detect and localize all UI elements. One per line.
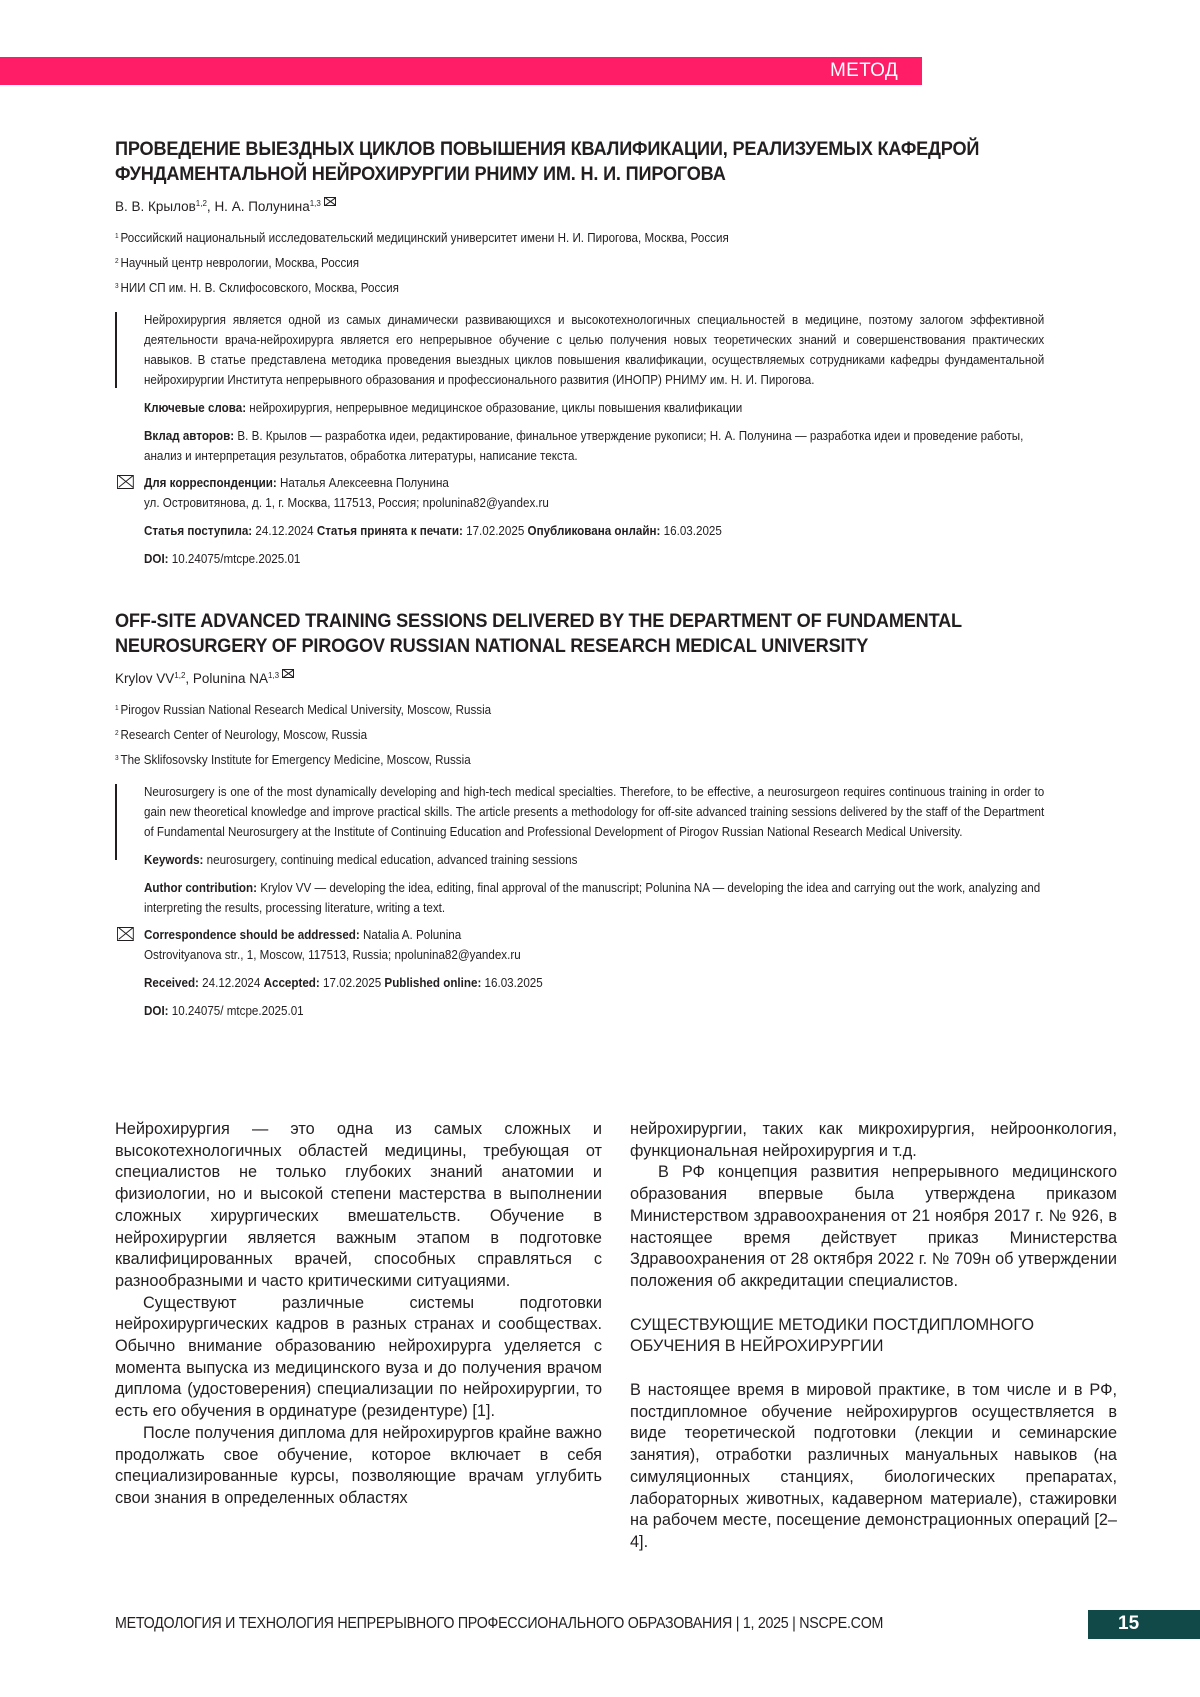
en-abstract-block xyxy=(115,782,1115,1021)
ru-keywords xyxy=(144,398,1044,418)
page-number: 15 xyxy=(1118,1613,1140,1634)
author-sup: 1,2 xyxy=(195,199,207,208)
doi-link[interactable]: 10.24075/mtcpe.2025.01 xyxy=(168,552,301,566)
en-article-header xyxy=(115,609,1115,1021)
author-name: Polunina NA xyxy=(192,671,268,686)
abstract-rule xyxy=(115,312,117,388)
published-date: 16.03.2025 xyxy=(660,524,722,538)
affiliation-text: Pirogov Russian National Research Medical University, Moscow, Russia xyxy=(120,703,492,717)
affiliation xyxy=(115,747,1045,772)
ru-correspondence xyxy=(144,473,1044,513)
envelope-icon xyxy=(117,475,134,489)
affiliation xyxy=(115,250,1045,275)
corr-name: Наталья Алексеевна Полунина xyxy=(276,476,449,490)
en-authors: Krylov VV$^{1,2}$, Polunina NA$^{1,3}$ xyxy=(115,666,1115,689)
ru-article-header xyxy=(115,137,1115,569)
en-affiliations xyxy=(115,697,1115,772)
section-band xyxy=(0,57,922,85)
contrib-label: Author contribution: xyxy=(144,881,257,895)
affiliation-number: 1 xyxy=(115,705,119,712)
body-paragraph: Существуют различные системы подготовки нейрохирургических кадров в разных странах и сообществах. Обычно внимание образованию нейрохирурга уделяется с момента выпуска из медицинского вуза и до получения врачом диплома (удостоверения) специализации по нейрохирургии, то есть его обучения в ординатуре (резидентуре) [1]. xyxy=(115,1293,602,1421)
contrib-text: Krylov VV — developing the idea, editing, final approval of the manuscript; Polunina NA — developing the idea and carrying out the work, analyzing and interpreting the results, processing literature, writing a text. xyxy=(144,881,1041,915)
affiliation-number: 3 xyxy=(115,755,119,762)
affiliation-number: 2 xyxy=(115,258,119,265)
author-name: Krylov VV xyxy=(115,671,175,686)
body-paragraph: В настоящее время в мировой практике, в том числе и в РФ, постдипломное обучение нейрохирургов осуществляется в виде теоретической подготовки (лекции и семинарские занятия), отработки различных мануальных навыков (на симуляционных станциях, биологических препаратах, лабораторных животных, кадаверном материале), стажировки на рабочем месте, посещение демонстрационных операций [2–4]. xyxy=(630,1381,1117,1551)
ru-dates xyxy=(144,521,1044,541)
body-column-right xyxy=(630,1119,1117,1554)
en-abstract: Neurosurgery is one of the most dynamically developing and high-tech medical specialties. Therefore, to be effective, a neurosurgeon requires continuous training in order to gain new theoretical knowledge and improve practical skills. The article presents a methodology for off-site advanced training sessions delivered by the staff of the Department of Fundamental Neurosurgery at the Institute of Continuing Education and Professional Development of Pirogov Russian National Research Medical University. xyxy=(144,785,1045,839)
ru-title xyxy=(115,137,1119,187)
doi-link[interactable]: 10.24075/ mtcpe.2025.01 xyxy=(168,1004,304,1018)
body-paragraph: нейрохирургии, таких как микрохирургия, нейроонкология, функциональная нейрохирургия и т.д. xyxy=(630,1120,1117,1160)
contrib-text: В. В. Крылов — разработка идеи, редактирование, финальное утверждение рукописи; Н. А. Полунина — разработка идеи и проведение работы, анализ и интерпретация результатов, обработка литературы, написание текста. xyxy=(144,429,1024,463)
affiliation-number: 1 xyxy=(115,233,119,240)
section-heading: СУЩЕСТВУЮЩИЕ МЕТОДИКИ ПОСТДИПЛОМНОГО ОБУЧЕНИЯ В НЕЙРОХИРУРГИИ xyxy=(630,1315,1034,1356)
affiliation xyxy=(115,275,1045,300)
affiliation-text: НИИ СП им. Н. В. Склифосовского, Москва, Россия xyxy=(120,281,399,295)
received-date: 24.12.2024 xyxy=(198,976,264,990)
en-title-line2: NEUROSURGERY OF PIROGOV RUSSIAN NATIONAL RESEARCH MEDICAL UNIVERSITY xyxy=(115,635,869,657)
corr-label: Для корреспонденции: xyxy=(144,476,277,490)
en-dates xyxy=(144,973,1044,993)
keywords-text: нейрохирургия, непрерывное медицинское образование, циклы повышения квалификации xyxy=(246,401,743,415)
published-label: Published online: xyxy=(384,976,482,990)
received-label: Received: xyxy=(144,976,199,990)
en-keywords xyxy=(144,850,1044,870)
abstract-rule xyxy=(115,784,117,860)
keywords-text: neurosurgery, continuing medical education, advanced training sessions xyxy=(203,853,578,867)
affiliation xyxy=(115,697,1045,722)
affiliation xyxy=(115,225,1045,250)
keywords-label: Ключевые слова: xyxy=(144,401,247,415)
en-title xyxy=(115,609,1119,659)
affiliation-text: The Sklifosovsky Institute for Emergency Medicine, Moscow, Russia xyxy=(120,753,471,767)
ru-authors: В. В. Крылов$^{1,2}$, Н. А. Полунина$^{1,3}$ xyxy=(115,194,1115,217)
ru-title-line1: ПРОВЕДЕНИЕ ВЫЕЗДНЫХ ЦИКЛОВ ПОВЫШЕНИЯ КВАЛИФИКАЦИИ, РЕАЛИЗУЕМЫХ КАФЕДРОЙ xyxy=(115,138,980,160)
published-label: Опубликована онлайн: xyxy=(527,524,661,538)
received-label: Статья поступила: xyxy=(144,524,253,538)
ru-abstract-block xyxy=(115,310,1115,569)
en-contribution xyxy=(144,878,1044,918)
accepted-label: Статья принята к печати: xyxy=(316,524,463,538)
page-number-box xyxy=(1088,1610,1200,1639)
published-date: 16.03.2025 xyxy=(481,976,543,990)
received-date: 24.12.2024 xyxy=(252,524,317,538)
contrib-label: Вклад авторов: xyxy=(144,429,235,443)
body-paragraph: После получения диплома для нейрохирургов крайне важно продолжать свое обучение, которое включает в себя специализированные курсы, позволяющие врачам углубить свои знания в определенных областях xyxy=(115,1423,602,1507)
corr-address: Ostrovityanova str., 1, Moscow, 117513, Russia; npolunina82@yandex.ru xyxy=(144,948,521,962)
body-paragraph: Нейрохирургия — это одна из самых сложных и высокотехнологичных областей медицины, требующая от специалистов не только глубоких знаний анатомии и физиологии, но и высокой степени мастерства в выполнении сложных хирургических вмешательств. Обучение в нейрохирургии является важным этапом в подготовке квалифицированных врачей, способных справляться с разнообразными и часто критическими ситуациями. xyxy=(115,1120,602,1290)
ru-affiliations xyxy=(115,225,1115,300)
author-sup: 1,2 xyxy=(174,671,186,680)
body-paragraph: В РФ концепция развития непрерывного медицинского образования впервые была утверждена приказом Министерством здравоохранения от 21 ноября 2017 г. № 926, в настоящее время действует приказ Министерства Здравоохранения от 28 октября 2022 г. № 709н об утверждении положения об аккредитации специалистов. xyxy=(630,1163,1117,1290)
envelope-icon xyxy=(282,669,294,678)
ru-abstract: Нейрохирургия является одной из самых динамически развивающихся и высокотехнологичных специальностей в медицине, поэтому залогом эффективной деятельности врача-нейрохирурга является его непрерывное обучение с целью получения новых теоретических знаний и совершенствования практических навыков. В статье представлена методика проведения выездных циклов повышения квалификации, осуществляемых сотрудниками кафедры фундаментальной нейрохирургии Института непрерывного образования и профессионального развития (ИНОПР) РНИМУ им. Н. И. Пирогова. xyxy=(144,313,1045,387)
accepted-date: 17.02.2025 xyxy=(319,976,385,990)
ru-title-line2: ФУНДАМЕНТАЛЬНОЙ НЕЙРОХИРУРГИИ РНИМУ ИМ. Н. И. ПИРОГОВА xyxy=(115,163,726,185)
affiliation-text: Научный центр неврологии, Москва, Россия xyxy=(120,256,360,270)
en-correspondence xyxy=(144,925,1044,965)
en-doi xyxy=(144,1001,1044,1021)
affiliation-number: 2 xyxy=(115,730,119,737)
journal-footer: МЕТОДОЛОГИЯ И ТЕХНОЛОГИЯ НЕПРЕРЫВНОГО ПРОФЕССИОНАЛЬНОГО ОБРАЗОВАНИЯ | 1, 2025 | NSCPE.COM xyxy=(115,1615,884,1632)
doi-label: DOI: xyxy=(144,1004,169,1018)
affiliation-number: 3 xyxy=(115,283,119,290)
author-name: В. В. Крылов xyxy=(115,199,196,214)
author-sup: 1,3 xyxy=(267,671,280,680)
envelope-icon xyxy=(324,197,336,206)
corr-label: Correspondence should be addressed: xyxy=(144,928,360,942)
doi-label: DOI: xyxy=(144,552,169,566)
author-sup: 1,3 xyxy=(309,199,321,208)
accepted-date: 17.02.2025 xyxy=(462,524,528,538)
affiliation-text: Research Center of Neurology, Moscow, Russia xyxy=(120,728,368,742)
affiliation-text: Российский национальный исследовательский медицинский университет имени Н. И. Пирогова, Москва, Россия xyxy=(120,231,729,245)
envelope-icon xyxy=(117,927,134,941)
corr-address: ул. Островитянова, д. 1, г. Москва, 117513, Россия; npolunina82@yandex.ru xyxy=(144,496,549,510)
corr-name: Natalia A. Polunina xyxy=(359,928,462,942)
body-column-left xyxy=(115,1119,602,1510)
keywords-label: Keywords: xyxy=(144,853,204,867)
accepted-label: Accepted: xyxy=(263,976,320,990)
ru-doi xyxy=(144,549,1044,569)
affiliation xyxy=(115,722,1045,747)
en-title-line1: OFF-SITE ADVANCED TRAINING SESSIONS DELIVERED BY THE DEPARTMENT OF FUNDAMENTAL xyxy=(115,610,962,632)
author-name: Н. А. Полунина xyxy=(214,199,310,214)
section-label: МЕТОД xyxy=(830,60,898,81)
ru-contribution xyxy=(144,426,1044,466)
